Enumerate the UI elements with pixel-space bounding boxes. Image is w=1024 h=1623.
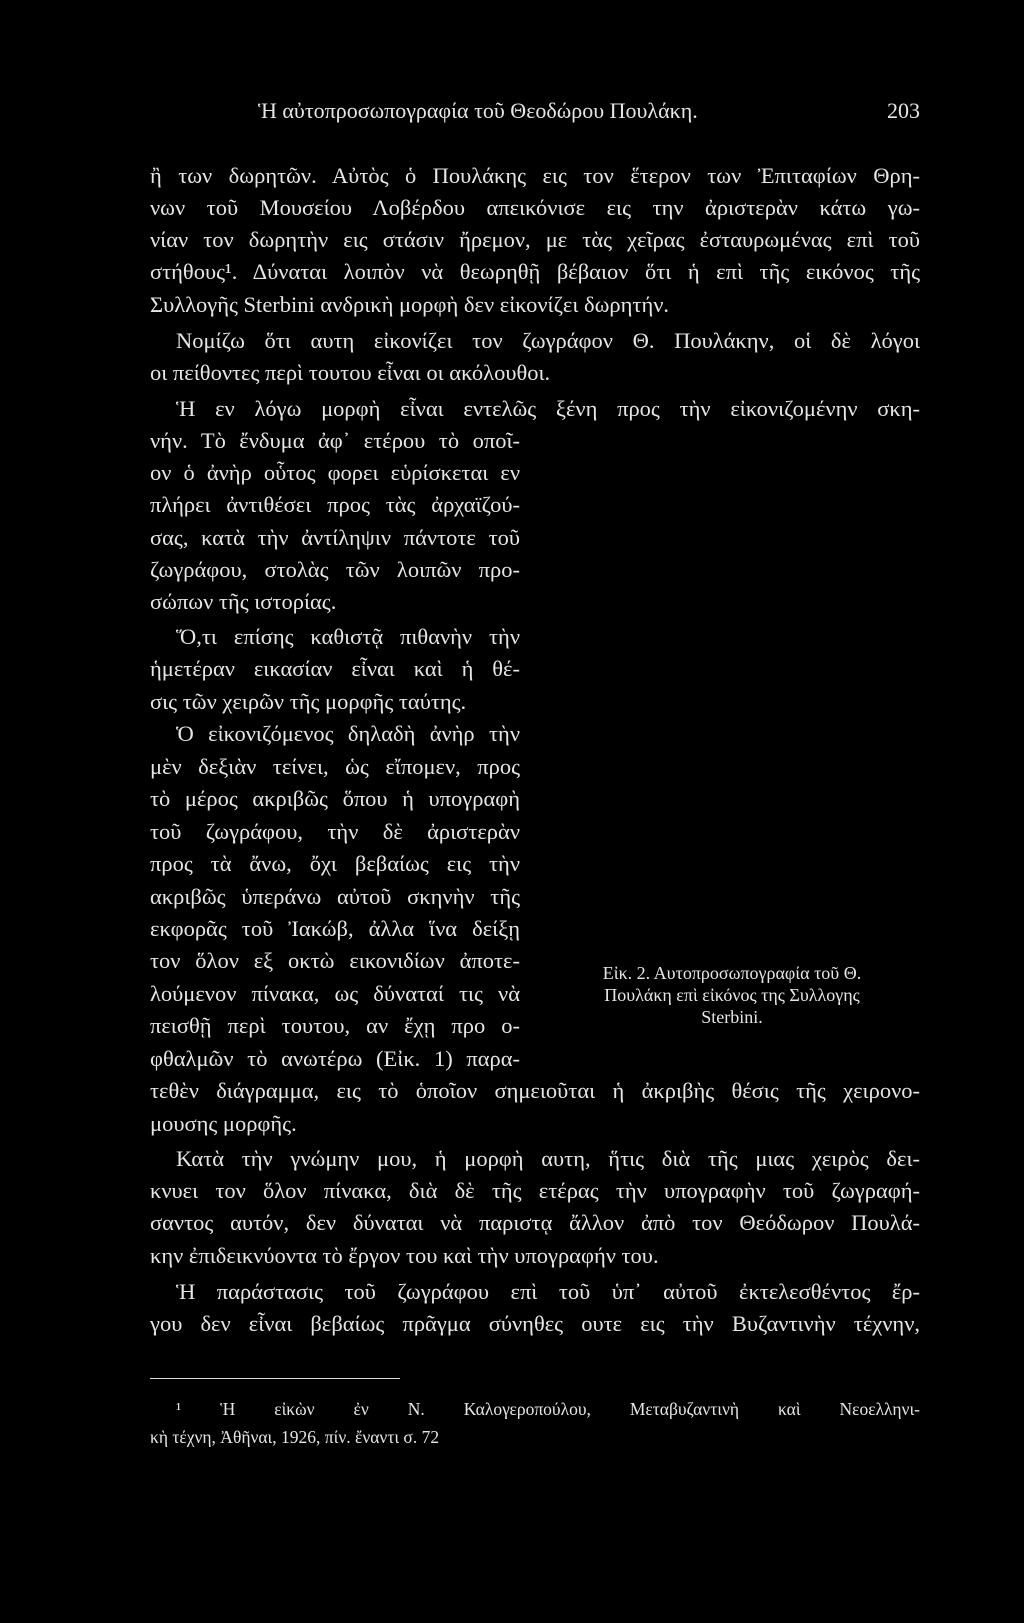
caption-line: Sterbini. (701, 1007, 763, 1027)
text-line: Ὅ,τι επίσης καθιστᾷ πιθανὴν τὴν (176, 624, 520, 649)
footnote-divider (150, 1378, 400, 1379)
text-line: κνυει τον ὅλον πίνακα, διὰ δὲ τῆς ετέρας τὴν υπογραφὴν τοῦ ζωγραφή- (150, 1178, 920, 1203)
text-line: τοῦ ζωγράφου, τὴν δὲ ἀριστερὰν (150, 819, 520, 844)
text-line: νίαν τον δωρητὴν εις στάσιν ἤρεμον, με τὰς χεῖρας ἐσταυρωμένας επὶ τοῦ (150, 227, 920, 252)
text-line: τεθὲν διάγραμμα, εις τὸ ὁποῖον σημειοῦται ἡ ἀκριβὴς θέσις τῆς χειρονο- (150, 1078, 920, 1103)
text-line: λούμενον πίνακα, ως δύναταί τις νὰ (150, 981, 520, 1006)
text-line: ἡμετέραν εικασίαν εἶναι καὶ ἡ θέ- (150, 656, 520, 681)
text-line: γου δεν εἶναι βεβαίως πρᾶγμα σύνηθες ουτε εις τὴν Βυζαντινὴν τέχνην, (150, 1311, 920, 1336)
text-line: σας, κατὰ τὴν ἀντίληψιν πάντοτε τοῦ (150, 525, 520, 550)
text-line: ζωγράφου, στολὰς τῶν λοιπῶν προ- (150, 557, 520, 582)
text-line: Κατὰ τὴν γνώμην μου, ἡ μορφὴ αυτη, ἥτις διὰ τῆς μιας χειρὸς δει- (176, 1146, 920, 1171)
text-line: ον ὁ ἀνὴρ οὗτος φορει εὑρίσκεται εν (150, 460, 520, 485)
text-line: μὲν δεξιὰν τείνει, ὡς εἴπομεν, προς (150, 754, 520, 779)
text-line: Ἡ εν λόγω μορφὴ εἶναι εντελῶς ξένη προς τὴν εἰκονιζομένην σκη- (176, 396, 920, 421)
text-line: σις τῶν χειρῶν τῆς μορφῆς ταύτης. (150, 689, 467, 714)
caption-line: Πουλάκη επὶ εἰκόνος της Συλλογης (604, 985, 860, 1005)
text-line: σαντος αυτόν, δεν δύναται νὰ παριστᾳ ἄλλον ἀπὸ τον Θεόδωρον Πουλά- (150, 1210, 920, 1235)
text-line: τον ὅλον εξ οκτὼ εικονιδίων ἀποτε- (150, 948, 520, 973)
text-line: ακριβῶς ὑπεράνω αὐτοῦ σκηνὴν τῆς (150, 884, 520, 909)
text-line: ἢ των δωρητῶν. Αὐτὸς ὁ Πουλάκης εις τον ἕτερον των Ἐπιταφίων Θρη- (150, 163, 920, 188)
text-line: προς τὰ ἄνω, ὄχι βεβαίως εις τὴν (150, 851, 520, 876)
footnote-line: ¹ Ἡ εἰκὼν ἐν Ν. Καλογεροπούλου, Μεταβυζαντινὴ καὶ Νεοελληνι- (176, 1399, 920, 1419)
text-line: τὸ μέρος ακριβῶς ὅπου ἡ υπογραφὴ (150, 786, 520, 811)
text-line: νήν. Τὸ ἔνδυμα ἀφ᾿ ετέρου τὸ οποῖ- (150, 428, 520, 453)
text-line: νων τοῦ Μουσείου Λοβέρδου απεικόνισε εις την ἀριστερὰν κάτω γω- (150, 195, 920, 220)
footnote-line: κὴ τέχνη, Ἀθῆναι, 1926, πίν. ἔναντι σ. 72 (150, 1427, 440, 1447)
running-title: Ἡ αὐτοπροσωπογραφία τοῦ Θεοδώρου Πουλάκη. (258, 98, 698, 123)
text-line: στήθους¹. Δύναται λοιπὸν νὰ θεωρηθῇ βέβαιον ὅτι ἡ επὶ τῆς εικόνος τῆς (150, 259, 920, 284)
text-line: Συλλογῆς Sterbini ανδρικὴ μορφὴ δεν εἰκονίζει δωρητήν. (150, 292, 670, 317)
text-line: φθαλμῶν τὸ ανωτέρω (Εἰκ. 1) παρα- (150, 1046, 520, 1071)
page-number: 203 (887, 98, 920, 123)
text-line: Νομίζω ὅτι αυτη εἰκονίζει τον ζωγράφον Θ. Πουλάκην, οἱ δὲ λόγοι (176, 328, 920, 353)
text-line: Ὁ εἰκονιζόμενος δηλαδὴ ἀνὴρ τὴν (176, 721, 520, 746)
text-line: οι πείθοντες περὶ τουτου εἶναι οι ακόλουθοι. (150, 360, 551, 385)
text-line: σώπων τῆς ιστορίας. (150, 589, 337, 614)
text-line: εκφορᾶς τοῦ Ἰακώβ, ἀλλα ἵνα δείξῃ (150, 916, 520, 941)
text-line: Ἡ παράστασις τοῦ ζωγράφου επὶ τοῦ ὑπ᾿ αὐτοῦ ἐκτελεσθέντος ἔρ- (176, 1279, 920, 1304)
caption-line: Εἰκ. 2. Αυτοπροσωπογραφία τοῦ Θ. (602, 963, 862, 983)
text-line: πλήρει ἀντιθέσει προς τὰς ἀρχαϊζού- (150, 492, 520, 517)
text-line: πεισθῇ περὶ τουτου, αν ἔχῃ προ ο- (150, 1013, 520, 1038)
figure-caption (540, 962, 924, 1028)
text-line: μουσης μορφῆς. (150, 1111, 297, 1136)
text-line: κην ἐπιδεικνύοντα τὸ ἔργον του καὶ τὴν υπογραφήν του. (150, 1243, 659, 1268)
